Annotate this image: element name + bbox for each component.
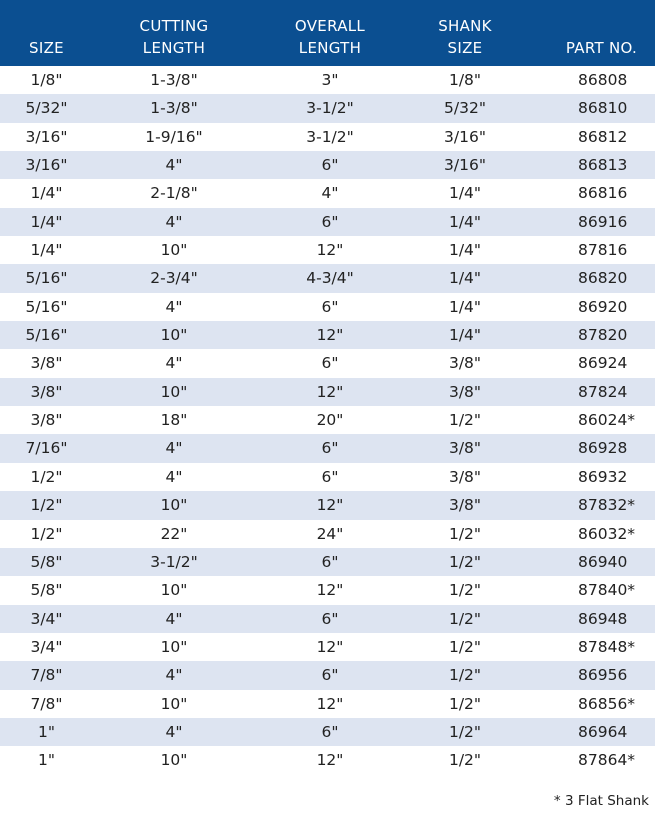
cell-cutting-length: 2-1/8": [150, 184, 198, 203]
cell-size: 3/8": [30, 411, 63, 430]
cell-shank-size: 1/2": [448, 722, 482, 741]
cell-shank-size: 1/4": [448, 212, 482, 231]
cell-cutting-length: 4": [165, 666, 183, 685]
cell-cutting-length: 4": [165, 467, 183, 486]
cell-overall-length: 6": [321, 552, 339, 571]
cell-shank-size: 1/4": [448, 241, 482, 260]
cell-cutting-length: 10": [160, 241, 188, 260]
cell-shank-size: 1/2": [448, 751, 482, 770]
header-shank-line2: SIZE: [447, 39, 483, 57]
cell-size: 1/4": [30, 241, 63, 260]
cell-cutting-length: 10": [160, 382, 188, 401]
header-shank-size: [413, 15, 517, 59]
cell-shank-size: 3/16": [444, 156, 486, 175]
cell-overall-length: 6": [321, 156, 339, 175]
cell-shank-size: 1/4": [448, 326, 482, 345]
cell-overall-length: 12": [316, 581, 344, 600]
cell-shank-size: 1/2": [448, 666, 482, 685]
cell-part-no: 86920: [578, 297, 628, 316]
cell-part-no: 87824: [578, 382, 628, 401]
cell-cutting-length: 4": [165, 156, 183, 175]
cell-overall-length: 4": [321, 184, 339, 203]
cell-part-no: 87832*: [578, 496, 636, 515]
cell-overall-length: 12": [316, 496, 344, 515]
cell-overall-length: 6": [321, 354, 339, 373]
cell-overall-length: 4-3/4": [306, 269, 354, 288]
cell-overall-length: 12": [316, 326, 344, 345]
cell-part-no: 86964: [578, 722, 628, 741]
cell-size: 1/2": [30, 496, 63, 515]
cell-size: 1": [38, 751, 55, 770]
cell-overall-length: 20": [316, 411, 344, 430]
cell-part-no: 87820: [578, 326, 628, 345]
cell-cutting-length: 2-3/4": [150, 269, 198, 288]
cell-part-no: 86928: [578, 439, 628, 458]
cell-shank-size: 3/8": [448, 496, 482, 515]
cell-shank-size: 3/8": [448, 439, 482, 458]
cell-cutting-length: 1-3/8": [150, 99, 198, 118]
header-cutting-length: [122, 15, 226, 59]
cell-size: 1/2": [30, 467, 63, 486]
cell-overall-length: 6": [321, 609, 339, 628]
cell-overall-length: 12": [316, 382, 344, 401]
cell-cutting-length: 18": [160, 411, 188, 430]
cell-cutting-length: 4": [165, 722, 183, 741]
cell-shank-size: 1/2": [448, 609, 482, 628]
cell-cutting-length: 1-3/8": [150, 71, 198, 89]
table-row: [0, 746, 655, 774]
cell-overall-length: 6": [321, 722, 339, 741]
cell-size: 5/32": [25, 99, 68, 118]
footnote: * 3 Flat Shank: [553, 793, 649, 809]
cell-part-no: 86032*: [578, 524, 636, 543]
cell-size: 3/4": [30, 609, 63, 628]
cell-shank-size: 1/4": [448, 297, 482, 316]
table-row: [0, 208, 655, 236]
cell-size: 1/4": [30, 212, 63, 231]
cell-size: 5/16": [25, 297, 68, 316]
table-row: [0, 633, 655, 661]
table-row: [0, 378, 655, 406]
cell-cutting-length: 10": [160, 581, 188, 600]
cell-shank-size: 1/4": [448, 269, 482, 288]
cell-cutting-length: 4": [165, 354, 183, 373]
cell-overall-length: 6": [321, 467, 339, 486]
table-row: [0, 123, 655, 151]
cell-shank-size: 5/32": [444, 99, 486, 118]
cell-cutting-length: 10": [160, 694, 188, 713]
header-shank-line1: SHANK: [438, 17, 492, 35]
cell-overall-length: 3-1/2": [306, 99, 354, 118]
cell-cutting-length: 10": [160, 496, 188, 515]
cell-cutting-length: 10": [160, 637, 188, 656]
table-header: [0, 0, 655, 66]
header-part-no: [548, 37, 655, 59]
cell-part-no: 87840*: [578, 581, 636, 600]
table-row: [0, 321, 655, 349]
cell-size: 3/16": [25, 127, 68, 146]
cell-shank-size: 1/2": [448, 411, 482, 430]
cell-part-no: 86816: [578, 184, 628, 203]
cell-shank-size: 1/2": [448, 552, 482, 571]
table-row: [0, 179, 655, 207]
cell-part-no: 86932: [578, 467, 628, 486]
table-row: [0, 463, 655, 491]
header-part-line2: PART NO.: [565, 39, 638, 57]
cell-cutting-length: 10": [160, 326, 188, 345]
header-cutting-line2: LENGTH: [142, 39, 206, 57]
table-row: [0, 151, 655, 179]
cell-part-no: 86956: [578, 666, 628, 685]
cell-cutting-length: 3-1/2": [150, 552, 198, 571]
cell-overall-length: 12": [316, 637, 344, 656]
cell-cutting-length: 4": [165, 609, 183, 628]
cell-part-no: 86813: [578, 156, 628, 175]
cell-size: 5/8": [30, 552, 63, 571]
table-row: [0, 605, 655, 633]
cell-overall-length: 12": [316, 241, 344, 260]
cell-part-no: 86916: [578, 212, 628, 231]
cell-size: 1/2": [30, 524, 63, 543]
cell-shank-size: 3/8": [448, 354, 482, 373]
cell-shank-size: 3/8": [448, 382, 482, 401]
cell-part-no: 87816: [578, 241, 628, 260]
cell-part-no: 86812: [578, 127, 628, 146]
cell-cutting-length: 22": [160, 524, 188, 543]
table-row: [0, 718, 655, 746]
table-row: [0, 520, 655, 548]
cell-size: 7/8": [30, 694, 63, 713]
table-row: [0, 434, 655, 462]
cell-shank-size: 1/8": [448, 71, 482, 89]
cell-part-no: 87864*: [578, 751, 636, 770]
cell-shank-size: 1/2": [448, 581, 482, 600]
table-row: [0, 548, 655, 576]
cell-size: 1/4": [30, 184, 63, 203]
cell-shank-size: 1/2": [448, 694, 482, 713]
table-row: [0, 236, 655, 264]
cell-size: 5/16": [25, 269, 68, 288]
table-row: [0, 264, 655, 292]
cell-size: 1": [38, 722, 55, 741]
cell-overall-length: 12": [316, 694, 344, 713]
cell-part-no: 86810: [578, 99, 628, 118]
cell-size: 7/8": [30, 666, 63, 685]
cell-part-no: 86820: [578, 269, 628, 288]
table-row: [0, 349, 655, 377]
cell-size: 1/8": [30, 71, 63, 89]
cell-size: 7/16": [25, 439, 68, 458]
cell-part-no: 87848*: [578, 637, 636, 656]
table-row: [0, 491, 655, 519]
cell-overall-length: 12": [316, 751, 344, 770]
cell-part-no: 86856*: [578, 694, 636, 713]
cell-shank-size: 1/2": [448, 637, 482, 656]
cell-cutting-length: 1-9/16": [145, 127, 203, 146]
table-row: [0, 576, 655, 604]
cell-overall-length: 6": [321, 212, 339, 231]
cell-size: 5/8": [30, 581, 63, 600]
table-row: [0, 406, 655, 434]
table-row: [0, 661, 655, 689]
cell-overall-length: 6": [321, 439, 339, 458]
cell-size: 3/8": [30, 382, 63, 401]
table-row: [0, 690, 655, 718]
cell-part-no: 86940: [578, 552, 628, 571]
cell-cutting-length: 10": [160, 751, 188, 770]
cell-shank-size: 3/8": [448, 467, 482, 486]
cell-size: 3/8": [30, 354, 63, 373]
cell-overall-length: 6": [321, 666, 339, 685]
cell-cutting-length: 4": [165, 212, 183, 231]
cell-overall-length: 24": [316, 524, 344, 543]
cell-part-no: 86948: [578, 609, 628, 628]
cell-shank-size: 3/16": [444, 127, 486, 146]
header-cutting-line1: CUTTING: [139, 17, 209, 35]
cell-overall-length: 3": [321, 71, 339, 89]
cell-part-no: 86924: [578, 354, 628, 373]
header-overall-length: [275, 15, 385, 59]
cell-overall-length: 3-1/2": [306, 127, 354, 146]
cell-shank-size: 1/4": [448, 184, 482, 203]
cell-size: 3/4": [30, 637, 63, 656]
table-row: [0, 66, 655, 94]
header-overall-line1: OVERALL: [294, 17, 366, 35]
cell-overall-length: 6": [321, 297, 339, 316]
cell-size: 3/16": [25, 156, 68, 175]
cell-cutting-length: 4": [165, 297, 183, 316]
header-size: [0, 37, 93, 59]
table-body: [0, 66, 655, 775]
cell-size: 5/16": [25, 326, 68, 345]
table-row: [0, 94, 655, 122]
header-size-line2: SIZE: [29, 39, 64, 57]
header-overall-line2: LENGTH: [298, 39, 362, 57]
cell-part-no: 86808: [578, 71, 628, 89]
cell-shank-size: 1/2": [448, 524, 482, 543]
cell-cutting-length: 4": [165, 439, 183, 458]
cell-part-no: 86024*: [578, 411, 636, 430]
table-row: [0, 293, 655, 321]
